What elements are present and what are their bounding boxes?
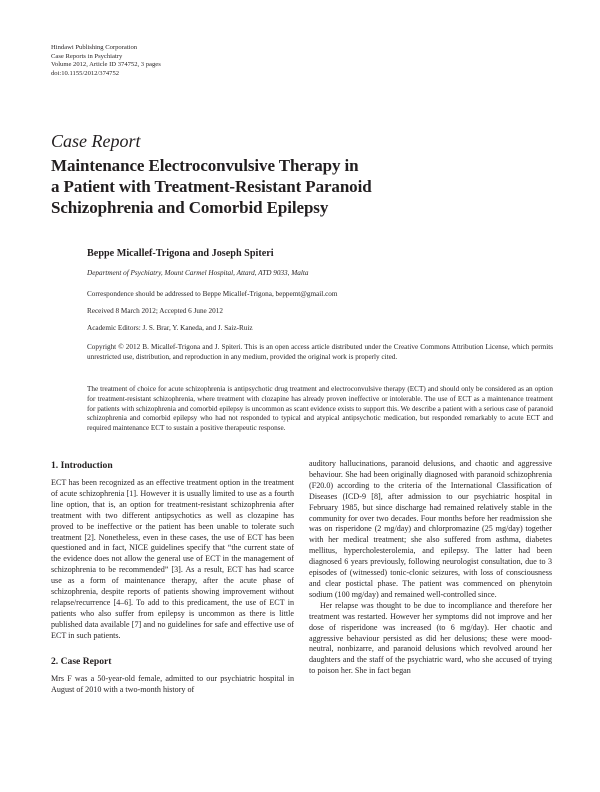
- journal-name: Case Reports in Psychiatry: [51, 52, 123, 60]
- case-report-paragraph-relapse: Her relapse was thought to be due to incompliance and therefore her treatment was restarted. However her symptoms did not improve and her dose of risperidone was increased (to 6 mg/day). Her chaotic and aggressive behaviour persisted as did her delusions; these were mood-neutral, nonbizarre, and paranoid delusions which revolved around her daughters and the staff of the psychiatric ward, who she accused of trying to poison her. She in fact began: [309, 600, 552, 676]
- paper-title: [51, 155, 551, 218]
- journal-masthead: [51, 44, 161, 78]
- publisher-name: Hindawi Publishing Corporation: [51, 44, 138, 51]
- copyright-notice: Copyright © 2012 B. Micallef-Trigona and J. Spiteri. This is an open access article distributed under the Creative Commons Attribution License, which permits unrestricted use, distribution, and reproduction in any medium, provided the original work is properly cited.: [87, 343, 553, 361]
- received-dates: Received 8 March 2012; Accepted 6 June 2012: [87, 307, 223, 315]
- introduction-paragraph: ECT has been recognized as an effective treatment option in the treatment of acute schizophrenia [1]. However it is usually limited to use as a fourth line option, that is, an option for treatment-resistant schizophrenia after treatment with two different antipsychotics as well as clozapine has proved to be ineffective or the patient has been unable to tolerate such treatment [2]. Nonetheless, even in these cases, the use of ECT has been questioned and in fact, NICE guidelines specify that “the current state of the evidence does not allow the general use of ECT in the management of schizophrenia to be recommended” [3]. As a result, ECT has had scarce use as a form of maintenance therapy, after the acute phase of schizophrenia, despite reports of patients showing improvement without relapse/recurrence [4–6]. To add to this predicament, the use of ECT in patients who also suffer from epilepsy is uncommon as there is little published data available [7] and no guidelines for safe and effective use of ECT in such patients.: [51, 478, 294, 640]
- right-column: [309, 459, 552, 677]
- title-line: a Patient with Treatment-Resistant Paranoid: [51, 177, 372, 196]
- case-report-heading: 2. Case Report: [51, 655, 112, 667]
- doi[interactable]: doi:10.1155/2012/374752: [51, 69, 120, 77]
- academic-editors: Academic Editors: J. S. Brar, Y. Kaneda, and J. Saiz-Ruiz: [87, 324, 253, 332]
- article-type: Case Report: [51, 131, 141, 151]
- introduction-heading: 1. Introduction: [51, 460, 113, 471]
- abstract: The treatment of choice for acute schizophrenia is antipsychotic drug treatment and electroconvulsive therapy (ECT) and should only be considered as an option for treatment-resistant schizophrenia, where treatment with clozapine has already proven ineffective or intolerable. The use of ECT as a maintenance treatment for patients with schizophrenia and comorbid epilepsy is uncommon as scant evidence exists to support this. We describe a patient with a serious case of paranoid schizophrenia and comorbid epilepsy who had not responded to typical and atypical antipsychotic medication, but responded remarkably to acute ECT and required maintenance ECT to sustain a positive therapeutic response.: [87, 385, 553, 432]
- affiliation: Department of Psychiatry, Mount Carmel Hospital, Attard, ATD 9033, Malta: [87, 269, 309, 277]
- case-report-paragraph-continued: auditory hallucinations, paranoid delusions, and chaotic and aggressive behaviour. She had been originally diagnosed with paranoid schizophrenia (F20.0) according to the criteria of the International Classification of Diseases (ICD-9 [8], after admission to our psychiatric hospital in February 1985, but since discharge had remained relatively stable in the community for over two decades. Four months before her readmission she was on risperidone (2 mg/day) and chlorpromazine (25 mg/day) together with her medical treatment; she also suffered from asthma, diabetes mellitus, hypercholesterolemia, and epilepsy. The latter had been diagnosed 6 years previously, following neurologist consultation, due to 3 episodes of (witnessed) tonic-clonic seizures, with loss of consciousness and clear postictal phase. The patient was commenced on phenytoin sodium (100 mg/day) and remained well-controlled since.: [309, 459, 552, 599]
- title-line: Maintenance Electroconvulsive Therapy in: [51, 156, 359, 175]
- correspondence[interactable]: Correspondence should be addressed to Beppe Micallef-Trigona, beppemt@gmail.com: [87, 290, 338, 298]
- case-report-paragraph-start: Mrs F was a 50-year-old female, admitted to our psychiatric hospital in August of 2010 with a two-month history of: [51, 673, 294, 694]
- volume-info: Volume 2012, Article ID 374752, 3 pages: [51, 61, 161, 69]
- authors: Beppe Micallef-Trigona and Joseph Spiteri: [87, 248, 274, 259]
- left-column: [51, 459, 294, 695]
- title-line: Schizophrenia and Comorbid Epilepsy: [51, 198, 329, 217]
